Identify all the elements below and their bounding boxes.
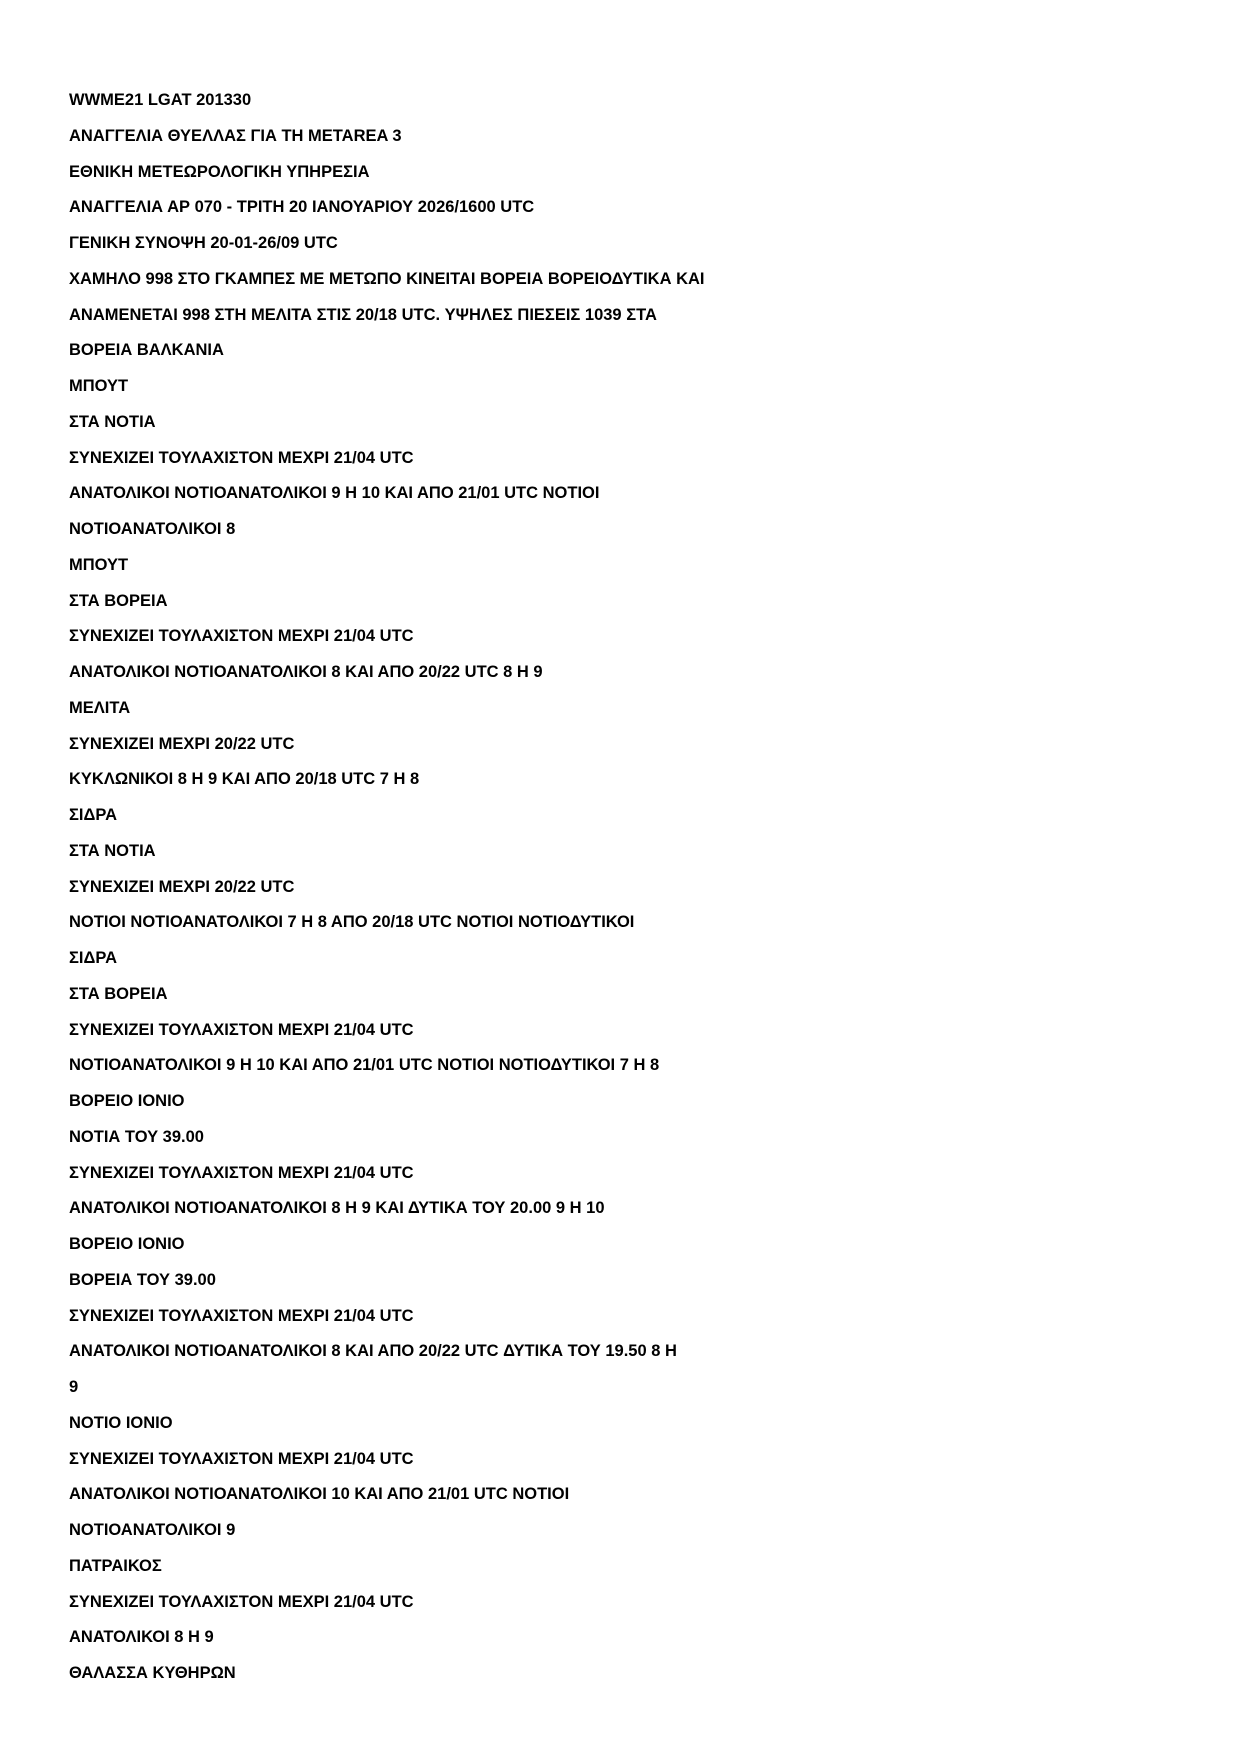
text-line: ΣΥΝΕΧΙΖΕΙ ΤΟΥΛΑΧΙΣΤΟΝ ΜΕΧΡΙ 21/04 UTC	[69, 1449, 414, 1468]
text-line: ΣΙΔΡΑ	[69, 949, 118, 967]
text-line: ΒΟΡΕΙΑ ΒΑΛΚΑΝΙΑ	[69, 341, 224, 360]
text-line: ΝΟΤΙΟΑΝΑΤΟΛΙΚΟΙ 9	[69, 1521, 236, 1539]
text-line: ΑΝΑΤΟΛΙΚΟΙ 8 Η 9	[69, 1628, 214, 1647]
text-line: ΣΥΝΕΧΙΖΕΙ ΤΟΥΛΑΧΙΣΤΟΝ ΜΕΧΡΙ 21/04 UTC	[69, 448, 414, 467]
text-line: ΣΥΝΕΧΙΖΕΙ ΤΟΥΛΑΧΙΣΤΟΝ ΜΕΧΡΙ 21/04 UTC	[69, 1163, 414, 1182]
text-line: ΣΥΝΕΧΙΖΕΙ ΤΟΥΛΑΧΙΣΤΟΝ ΜΕΧΡΙ 21/04 UTC	[69, 1592, 414, 1611]
text-line: ΒΟΡΕΙΟ ΙΟΝΙΟ	[69, 1235, 185, 1253]
text-line: ΠΑΤΡΑΙΚΟΣ	[69, 1556, 162, 1575]
text-line: ΣΤΑ ΒΟΡΕΙΑ	[69, 984, 168, 1003]
text-line: ΝΟΤΙΑ ΤΟΥ 39.00	[69, 1127, 204, 1146]
text-line: ΝΟΤΙΟΙ ΝΟΤΙΟΑΝΑΤΟΛΙΚΟΙ 7 Η 8 ΑΠΟ 20/18 UTC ΝΟΤΙΟΙ ΝΟΤΙΟΔΥΤΙΚΟΙ	[69, 913, 635, 932]
text-line: ΣΤΑ ΒΟΡΕΙΑ	[69, 591, 168, 610]
text-line: 9	[69, 1378, 79, 1396]
text-line: ΑΝΑΤΟΛΙΚΟΙ ΝΟΤΙΟΑΝΑΤΟΛΙΚΟΙ 9 Η 10 ΚΑΙ ΑΠΟ 21/01 UTC ΝΟΤΙΟΙ	[69, 484, 600, 503]
text-line: ΑΝΑΤΟΛΙΚΟΙ ΝΟΤΙΟΑΝΑΤΟΛΙΚΟΙ 10 ΚΑΙ ΑΠΟ 21/01 UTC ΝΟΤΙΟΙ	[69, 1485, 570, 1504]
text-line: ΣΥΝΕΧΙΖΕΙ ΤΟΥΛΑΧΙΣΤΟΝ ΜΕΧΡΙ 21/04 UTC	[69, 1306, 414, 1325]
text-line: ΑΝΑΤΟΛΙΚΟΙ ΝΟΤΙΟΑΝΑΤΟΛΙΚΟΙ 8 Η 9 ΚΑΙ ΔΥΤΙΚΑ ΤΟΥ 20.00 9 Η 10	[69, 1199, 605, 1218]
text-line: ΑΝΑΤΟΛΙΚΟΙ ΝΟΤΙΟΑΝΑΤΟΛΙΚΟΙ 8 ΚΑΙ ΑΠΟ 20/22 UTC 8 Η 9	[69, 663, 543, 681]
text-line: ΣΥΝΕΧΙΖΕΙ ΜΕΧΡΙ 20/22 UTC	[69, 877, 295, 896]
text-line: ΘΑΛΑΣΣΑ ΚΥΘΗΡΩΝ	[69, 1664, 236, 1682]
text-line: ΝΟΤΙΟΑΝΑΤΟΛΙΚΟΙ 9 Η 10 ΚΑΙ ΑΠΟ 21/01 UTC ΝΟΤΙΟΙ ΝΟΤΙΟΔΥΤΙΚΟΙ 7 Η 8	[69, 1056, 660, 1075]
text-line: ΒΟΡΕΙΟ ΙΟΝΙΟ	[69, 1092, 185, 1110]
text-line: ΓΕΝΙΚΗ ΣΥΝΟΨΗ 20-01-26/09 UTC	[69, 234, 338, 252]
text-line: WWME21 LGAT 201330	[69, 91, 252, 109]
text-line: ΚΥΚΛΩΝΙΚΟΙ 8 Η 9 ΚΑΙ ΑΠΟ 20/18 UTC 7 Η 8	[69, 770, 420, 789]
text-line: ΣΥΝΕΧΙΖΕΙ ΤΟΥΛΑΧΙΣΤΟΝ ΜΕΧΡΙ 21/04 UTC	[69, 627, 414, 646]
storm-warning-text	[69, 86, 1169, 1695]
text-line: ΑΝΑΤΟΛΙΚΟΙ ΝΟΤΙΟΑΝΑΤΟΛΙΚΟΙ 8 ΚΑΙ ΑΠΟ 20/22 UTC ΔΥΤΙΚΑ ΤΟΥ 19.50 8 Η	[69, 1342, 677, 1361]
text-line: ΣΤΑ ΝΟΤΙΑ	[69, 841, 156, 860]
text-line: ΧΑΜΗΛΟ 998 ΣΤΟ ΓΚΑΜΠΕΣ ΜΕ ΜΕΤΩΠΟ ΚΙΝΕΙΤΑΙ ΒΟΡΕΙΑ ΒΟΡΕΙΟΔΥΤΙΚΑ ΚΑΙ	[69, 269, 705, 288]
text-line: ΜΠΟΥΤ	[69, 377, 129, 395]
text-line: ΒΟΡΕΙΑ ΤΟΥ 39.00	[69, 1270, 216, 1289]
text-line: ΝΟΤΙΟΑΝΑΤΟΛΙΚΟΙ 8	[69, 520, 236, 538]
text-line: ΑΝΑΓΓΕΛΙΑ ΑΡ 070 - ΤΡΙΤΗ 20 ΙΑΝΟΥΑΡΙΟΥ 2026/1600 UTC	[69, 198, 535, 217]
text-line: ΜΠΟΥΤ	[69, 555, 129, 574]
text-line: ΣΤΑ ΝΟΤΙΑ	[69, 412, 156, 431]
text-line: ΑΝΑΓΓΕΛΙΑ ΘΥΕΛΛΑΣ ΓΙΑ ΤΗ METAREA 3	[69, 126, 402, 145]
text-line: ΝΟΤΙΟ ΙΟΝΙΟ	[69, 1413, 173, 1432]
text-line: ΜΕΛΙΤΑ	[69, 698, 131, 717]
text-line: ΣΙΔΡΑ	[69, 806, 118, 824]
text-line: ΣΥΝΕΧΙΖΕΙ ΤΟΥΛΑΧΙΣΤΟΝ ΜΕΧΡΙ 21/04 UTC	[69, 1020, 414, 1039]
text-line: ΕΘΝΙΚΗ ΜΕΤΕΩΡΟΛΟΓΙΚΗ ΥΠΗΡΕΣΙΑ	[69, 162, 370, 181]
text-line: ΣΥΝΕΧΙΖΕΙ ΜΕΧΡΙ 20/22 UTC	[69, 734, 295, 753]
text-line: ΑΝΑΜΕΝΕΤΑΙ 998 ΣΤΗ ΜΕΛΙΤΑ ΣΤΙΣ 20/18 UTC. ΥΨΗΛΕΣ ΠΙΕΣΕΙΣ 1039 ΣΤΑ	[69, 305, 657, 324]
